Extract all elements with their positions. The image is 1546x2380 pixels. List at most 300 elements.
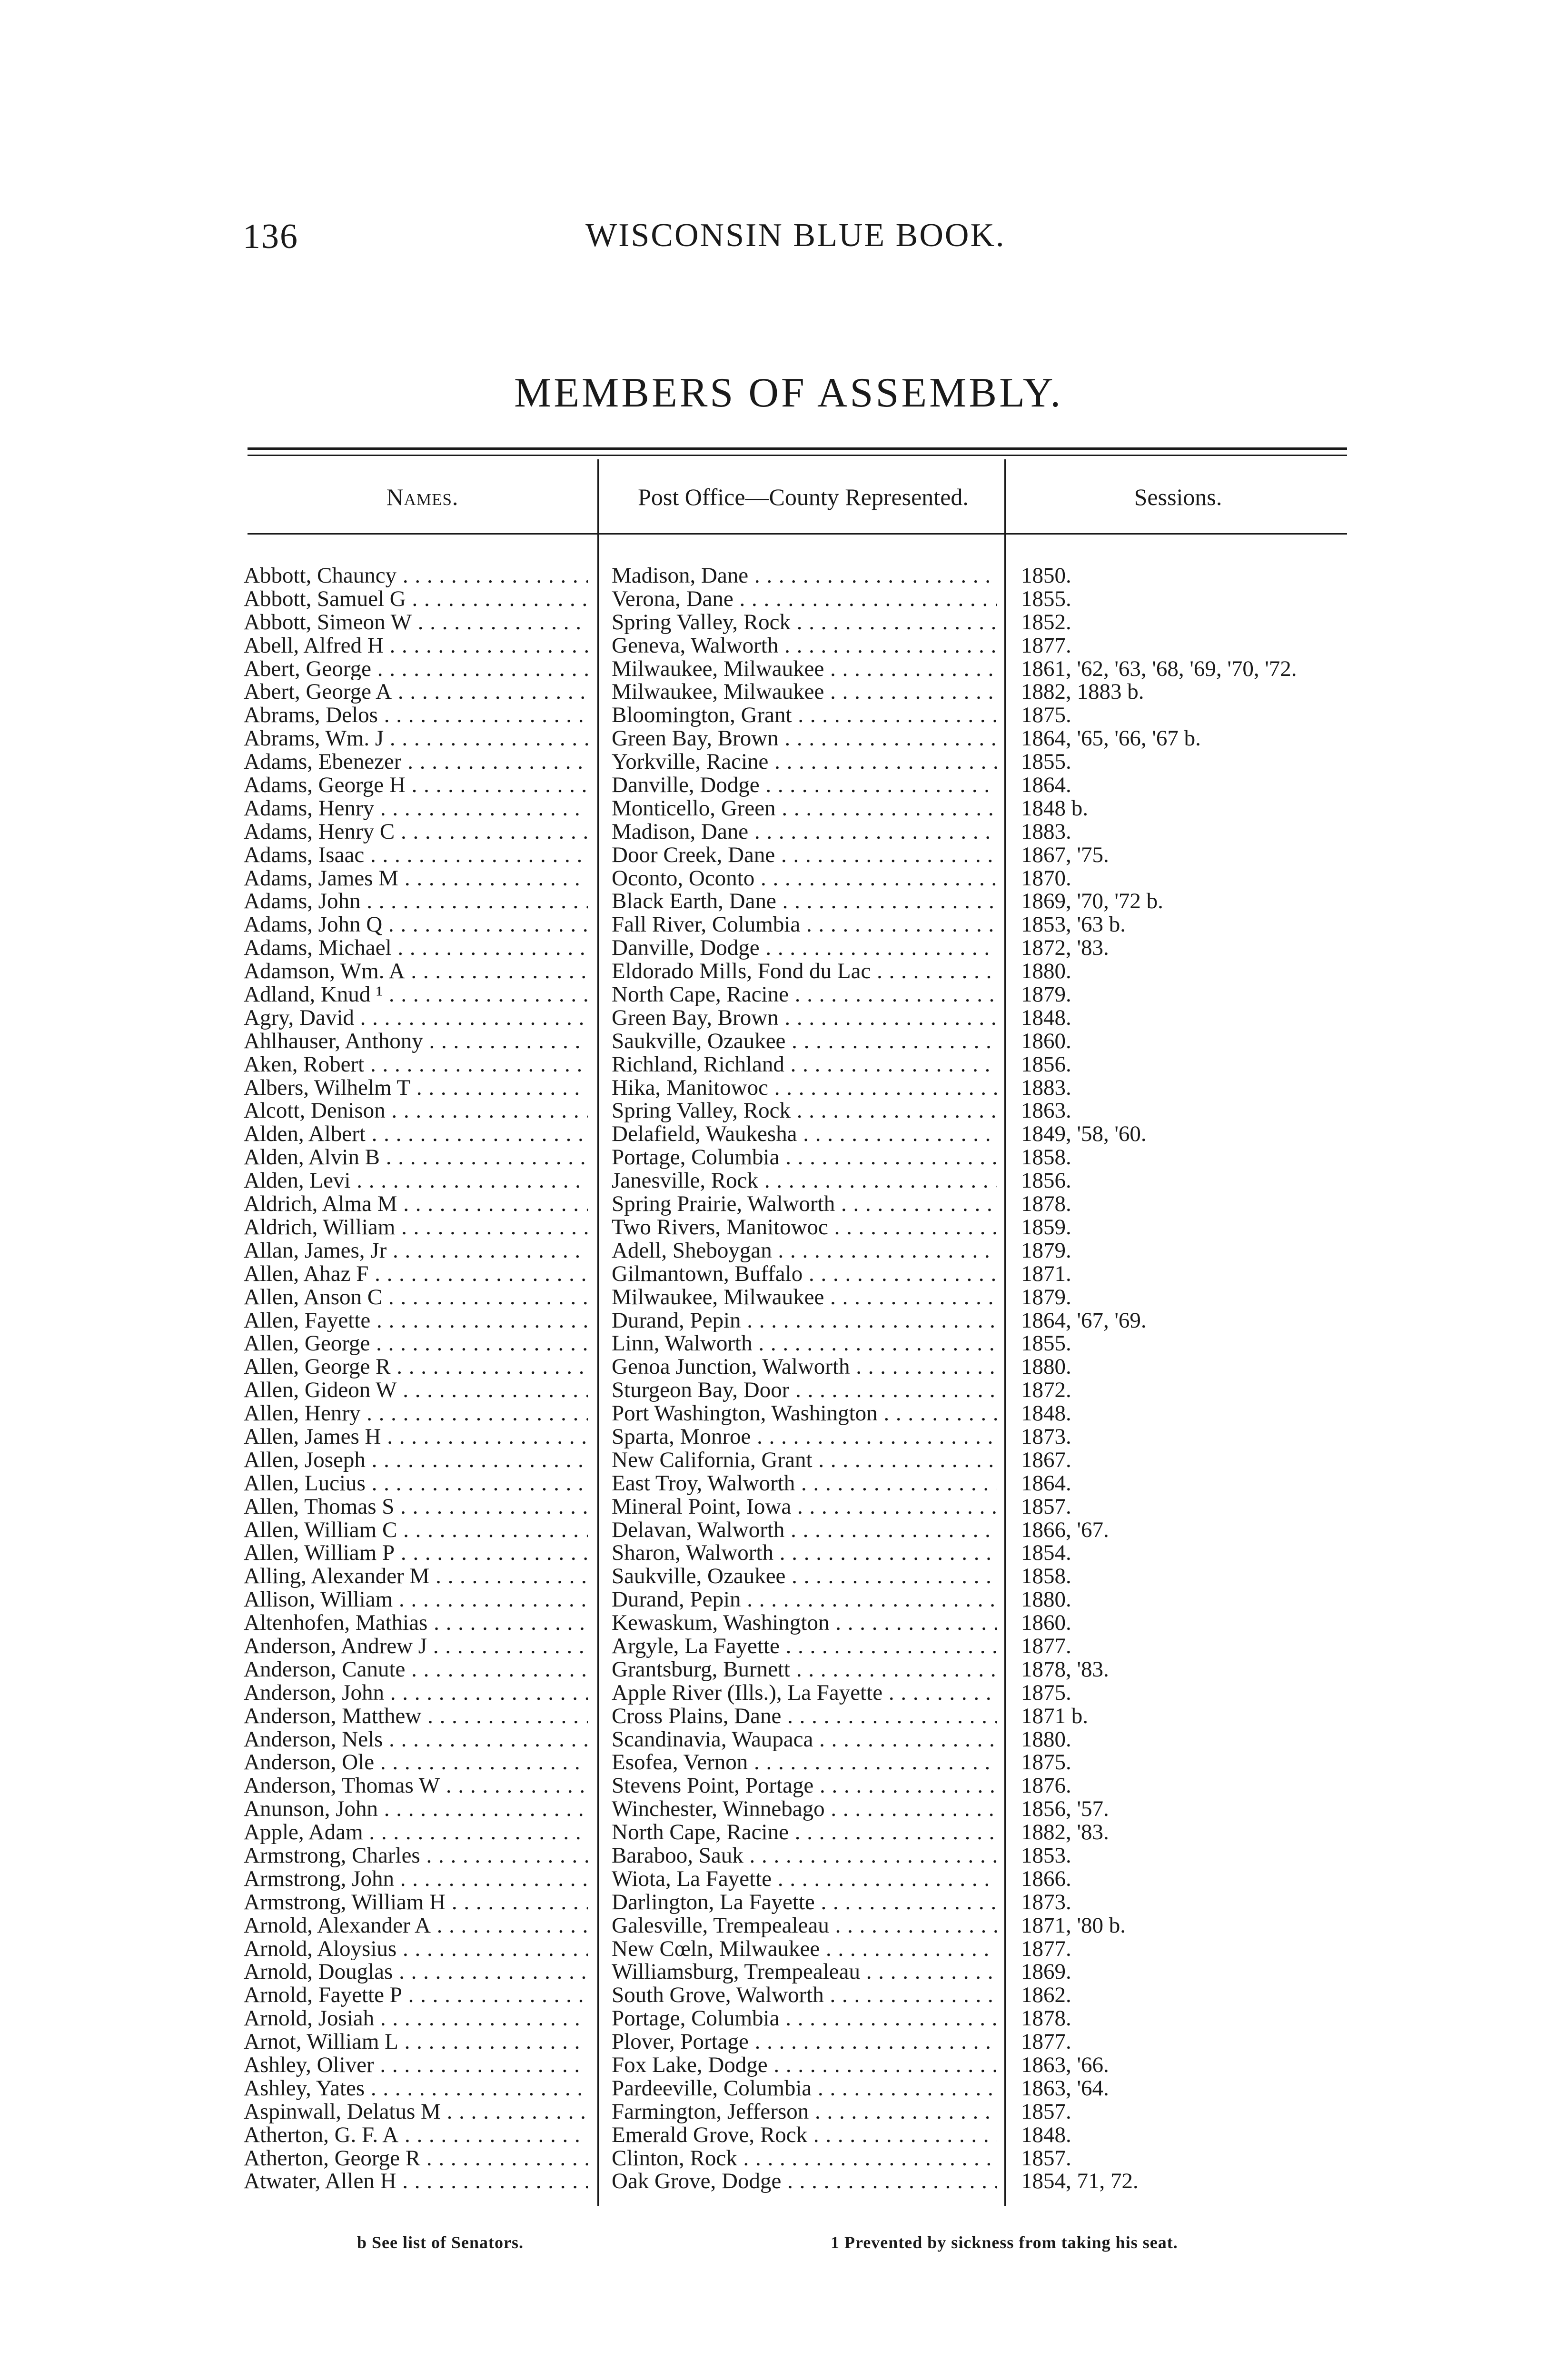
- sessions-text: 1877.: [1021, 1937, 1071, 1961]
- sessions: [1021, 1797, 1345, 1821]
- sessions: [1021, 1495, 1345, 1518]
- member-name-text: Armstrong, William H . . .: [244, 1891, 588, 1914]
- sessions: [1021, 983, 1345, 1006]
- sessions: [1021, 913, 1345, 936]
- member-name-text: Arnold, Douglas . . .: [244, 1960, 588, 1983]
- sessions: [1021, 1402, 1345, 1425]
- table-row: [0, 2007, 1546, 2030]
- post-office-county: [612, 1705, 997, 1728]
- footnote-sickness: 1 Prevented by sickness from taking his seat.: [831, 2233, 1178, 2252]
- member-name-text: Allan, James, Jr . . .: [244, 1239, 588, 1262]
- post-office-county-text: Delavan, Walworth . . .: [612, 1518, 997, 1542]
- member-name: [244, 1378, 588, 1402]
- post-office-county: [612, 1309, 997, 1332]
- member-name: [244, 2170, 588, 2193]
- table-row: [0, 867, 1546, 890]
- table-row: [0, 1448, 1546, 1472]
- sessions-text: 1880.: [1021, 1727, 1071, 1751]
- member-name: [244, 2100, 588, 2123]
- post-office-county: [612, 1216, 997, 1239]
- table-row: [0, 2147, 1546, 2170]
- post-office-county: [612, 913, 997, 936]
- table-row: [0, 960, 1546, 983]
- post-office-county-text: Mineral Point, Iowa . . .: [612, 1495, 997, 1518]
- member-name: [244, 1425, 588, 1448]
- sessions: [1021, 1309, 1345, 1332]
- post-office-county-text: Clinton, Rock . . .: [612, 2147, 997, 2170]
- table-row: [0, 1006, 1546, 1030]
- sessions: [1021, 1681, 1345, 1705]
- member-name: [244, 611, 588, 634]
- member-name: [244, 1146, 588, 1169]
- sessions: [1021, 774, 1345, 797]
- sessions-text: 1867.: [1021, 1448, 1071, 1472]
- post-office-county: [612, 774, 997, 797]
- member-name-text: Anderson, John . . .: [244, 1681, 588, 1705]
- post-office-county-text: New California, Grant . . .: [612, 1448, 997, 1472]
- member-name-text: Aspinwall, Delatus M . . .: [244, 2100, 588, 2123]
- sessions: [1021, 1751, 1345, 1774]
- member-name-text: Adams, Henry . . .: [244, 797, 588, 820]
- sessions: [1021, 1774, 1345, 1797]
- post-office-county-text: Kewaskum, Washington . . .: [612, 1611, 997, 1635]
- member-name: [244, 1751, 588, 1774]
- member-name: [244, 634, 588, 657]
- post-office-county-text: Durand, Pepin . . .: [612, 1309, 997, 1332]
- table-row: [0, 1635, 1546, 1658]
- sessions-text: 1878, '83.: [1021, 1657, 1109, 1681]
- member-name-text: Armstrong, Charles . . .: [244, 1844, 588, 1867]
- post-office-county: [612, 1053, 997, 1076]
- member-name-text: Allen, George . . .: [244, 1332, 588, 1355]
- post-office-county-text: Milwaukee, Milwaukee . . .: [612, 1286, 997, 1309]
- sessions-text: 1875.: [1021, 1751, 1071, 1775]
- post-office-county: [612, 1844, 997, 1867]
- sessions: [1021, 843, 1345, 867]
- post-office-county: [612, 1146, 997, 1169]
- table-row: [0, 1076, 1546, 1100]
- sessions-text: 1855.: [1021, 1332, 1071, 1356]
- table-row: [0, 680, 1546, 704]
- table-row: [0, 890, 1546, 913]
- sessions: [1021, 1937, 1345, 1961]
- sessions-text: 1856, '57.: [1021, 1797, 1109, 1821]
- member-name: [244, 843, 588, 867]
- member-name: [244, 797, 588, 820]
- post-office-county-text: Adell, Sheboygan . . .: [612, 1239, 997, 1262]
- sessions: [1021, 1541, 1345, 1565]
- post-office-county: [612, 1914, 997, 1937]
- member-name-text: Aken, Robert . . .: [244, 1053, 588, 1076]
- member-name: [244, 1169, 588, 1192]
- post-office-county-text: Farmington, Jefferson . . .: [612, 2100, 997, 2123]
- post-office-county: [612, 890, 997, 913]
- sessions: [1021, 2123, 1345, 2147]
- post-office-county-text: Verona, Dane . . .: [612, 587, 997, 611]
- sessions: [1021, 2007, 1345, 2030]
- sessions: [1021, 1844, 1345, 1867]
- post-office-county-text: Sharon, Walworth . . .: [612, 1541, 997, 1565]
- member-name: [244, 1518, 588, 1542]
- post-office-county: [612, 1891, 997, 1914]
- sessions-text: 1854, 71, 72.: [1021, 2170, 1139, 2193]
- member-name: [244, 680, 588, 704]
- member-name-text: Abert, George . . .: [244, 657, 588, 681]
- table-row: [0, 2053, 1546, 2077]
- post-office-county: [612, 1728, 997, 1751]
- table-row: [0, 1844, 1546, 1867]
- member-name: [244, 1611, 588, 1635]
- post-office-county-text: Saukville, Ozaukee . . .: [612, 1565, 997, 1588]
- post-office-county: [612, 843, 997, 867]
- member-name: [244, 1914, 588, 1937]
- member-name: [244, 983, 588, 1006]
- post-office-county-text: Delafield, Waukesha . . .: [612, 1122, 997, 1146]
- post-office-county-text: Stevens Point, Portage . . .: [612, 1774, 997, 1797]
- post-office-county-text: Baraboo, Sauk . . .: [612, 1844, 997, 1867]
- sessions-text: 1855.: [1021, 587, 1071, 611]
- member-name-text: Allen, Thomas S . . .: [244, 1495, 588, 1518]
- sessions-text: 1860.: [1021, 1611, 1071, 1635]
- post-office-county: [612, 936, 997, 960]
- member-name-text: Abbott, Chauncy . . .: [244, 564, 588, 587]
- post-office-county-text: East Troy, Walworth . . .: [612, 1472, 997, 1495]
- member-name-text: Atwater, Allen H . . .: [244, 2170, 588, 2193]
- member-name: [244, 1681, 588, 1705]
- post-office-county: [612, 1588, 997, 1611]
- post-office-county: [612, 2170, 997, 2193]
- sessions: [1021, 657, 1345, 681]
- post-office-county-text: Eldorado Mills, Fond du Lac . . .: [612, 960, 997, 983]
- post-office-county: [612, 1169, 997, 1192]
- member-name: [244, 1192, 588, 1216]
- sessions: [1021, 1355, 1345, 1378]
- member-name-text: Alden, Albert . . .: [244, 1122, 588, 1146]
- member-name-text: Anderson, Ole . . .: [244, 1751, 588, 1774]
- member-name-text: Abell, Alfred H . . .: [244, 634, 588, 657]
- sessions-text: 1873.: [1021, 1425, 1071, 1448]
- sessions-text: 1863, '66.: [1021, 2053, 1109, 2077]
- member-name: [244, 1774, 588, 1797]
- table-row: [0, 1262, 1546, 1286]
- sessions: [1021, 1053, 1345, 1076]
- sessions-text: 1857.: [1021, 2146, 1071, 2170]
- post-office-county: [612, 1448, 997, 1472]
- post-office-county: [612, 1937, 997, 1961]
- sessions: [1021, 1169, 1345, 1192]
- sessions: [1021, 1286, 1345, 1309]
- post-office-county-text: Two Rivers, Manitowoc . . .: [612, 1216, 997, 1239]
- table-row: [0, 820, 1546, 843]
- member-name: [244, 657, 588, 681]
- post-office-county-text: Emerald Grove, Rock . . .: [612, 2123, 997, 2147]
- sessions-text: 1880.: [1021, 1355, 1071, 1379]
- table-row: [0, 564, 1546, 587]
- post-office-county-text: Cross Plains, Dane . . .: [612, 1705, 997, 1728]
- top-double-rule-thin: [248, 455, 1347, 456]
- post-office-county-text: Pardeeville, Columbia . . .: [612, 2077, 997, 2100]
- member-name-text: Adland, Knud ¹ . . .: [244, 983, 588, 1006]
- member-name-text: Anunson, John . . .: [244, 1797, 588, 1821]
- member-name: [244, 960, 588, 983]
- member-name: [244, 2147, 588, 2170]
- page-number: 136: [243, 217, 298, 256]
- post-office-county: [612, 1797, 997, 1821]
- member-name-text: Adams, Henry C . . .: [244, 820, 588, 843]
- column-header-post-office: Post Office—County Represented.: [638, 484, 969, 510]
- post-office-county-text: Sparta, Monroe . . .: [612, 1425, 997, 1448]
- table-row: [0, 1937, 1546, 1961]
- sessions: [1021, 680, 1345, 704]
- table-row: [0, 1797, 1546, 1821]
- post-office-county-text: Bloomington, Grant . . .: [612, 704, 997, 727]
- sessions: [1021, 1262, 1345, 1286]
- post-office-county: [612, 2053, 997, 2077]
- table-row: [0, 2030, 1546, 2053]
- sessions-text: 1848.: [1021, 2123, 1071, 2147]
- sessions-text: 1860.: [1021, 1029, 1071, 1053]
- member-name-text: Atherton, George R . . .: [244, 2147, 588, 2170]
- member-name-text: Allen, William C . . .: [244, 1518, 588, 1542]
- sessions-text: 1857.: [1021, 2100, 1071, 2123]
- member-name-text: Adams, George H . . .: [244, 774, 588, 797]
- post-office-county: [612, 867, 997, 890]
- table-row: [0, 2100, 1546, 2123]
- table-row: [0, 1774, 1546, 1797]
- table-row: [0, 2077, 1546, 2100]
- member-name-text: Allen, William P . . .: [244, 1541, 588, 1565]
- member-name: [244, 890, 588, 913]
- sessions-text: 1863, '64.: [1021, 2076, 1109, 2100]
- member-name-text: Anderson, Canute . . .: [244, 1658, 588, 1681]
- member-name: [244, 1239, 588, 1262]
- member-name-text: Alden, Levi . . .: [244, 1169, 588, 1192]
- post-office-county: [612, 1355, 997, 1378]
- sessions-text: 1864.: [1021, 1471, 1071, 1495]
- sessions: [1021, 1588, 1345, 1611]
- member-name: [244, 774, 588, 797]
- member-name-text: Abbott, Samuel G . . .: [244, 587, 588, 611]
- member-name: [244, 1658, 588, 1681]
- member-name-text: Allen, James H . . .: [244, 1425, 588, 1448]
- table-row: [0, 1355, 1546, 1378]
- table-row: [0, 983, 1546, 1006]
- post-office-county-text: Portage, Columbia . . .: [612, 2007, 997, 2030]
- sessions-text: 1848.: [1021, 1402, 1071, 1425]
- post-office-county: [612, 983, 997, 1006]
- member-name-text: Alcott, Denison . . .: [244, 1099, 588, 1122]
- sessions-text: 1879.: [1021, 983, 1071, 1006]
- member-name-text: Anderson, Thomas W . . .: [244, 1774, 588, 1797]
- post-office-county: [612, 1378, 997, 1402]
- post-office-county: [612, 2030, 997, 2053]
- member-name: [244, 1006, 588, 1030]
- member-name-text: Armstrong, John . . .: [244, 1867, 588, 1891]
- sessions: [1021, 2077, 1345, 2100]
- sessions: [1021, 2030, 1345, 2053]
- member-name: [244, 1216, 588, 1239]
- post-office-county-text: Madison, Dane . . .: [612, 820, 997, 843]
- post-office-county-text: Grantsburg, Burnett . . .: [612, 1658, 997, 1681]
- sessions-text: 1857.: [1021, 1495, 1071, 1518]
- member-name-text: Abbott, Simeon W . . .: [244, 611, 588, 634]
- member-name-text: Alling, Alexander M . . .: [244, 1565, 588, 1588]
- table-row: [0, 1565, 1546, 1588]
- post-office-county: [612, 1402, 997, 1425]
- member-name: [244, 913, 588, 936]
- member-name-text: Allen, Fayette . . .: [244, 1309, 588, 1332]
- member-name: [244, 1844, 588, 1867]
- sessions-text: 1859.: [1021, 1215, 1071, 1239]
- sessions-text: 1880.: [1021, 960, 1071, 983]
- sessions: [1021, 1658, 1345, 1681]
- member-name-text: Adams, Isaac . . .: [244, 843, 588, 867]
- member-name: [244, 704, 588, 727]
- member-name: [244, 1030, 588, 1053]
- member-name-text: Adams, James M . . .: [244, 867, 588, 890]
- member-name-text: Anderson, Nels . . .: [244, 1728, 588, 1751]
- table-row: [0, 1681, 1546, 1705]
- sessions: [1021, 611, 1345, 634]
- sessions: [1021, 1891, 1345, 1914]
- post-office-county-text: Green Bay, Brown . . .: [612, 727, 997, 750]
- sessions-text: 1864, '67, '69.: [1021, 1309, 1147, 1332]
- member-name: [244, 2007, 588, 2030]
- post-office-county: [612, 820, 997, 843]
- post-office-county: [612, 1751, 997, 1774]
- sessions-text: 1876.: [1021, 1774, 1071, 1798]
- sessions-text: 1878.: [1021, 2007, 1071, 2031]
- member-name: [244, 1448, 588, 1472]
- sessions: [1021, 1728, 1345, 1751]
- sessions-text: 1883.: [1021, 820, 1071, 843]
- member-name-text: Ahlhauser, Anthony . . .: [244, 1030, 588, 1053]
- table-row: [0, 1728, 1546, 1751]
- post-office-county: [612, 657, 997, 681]
- table-row: [0, 1495, 1546, 1518]
- table-row: [0, 1309, 1546, 1332]
- post-office-county: [612, 1192, 997, 1216]
- sessions-text: 1864.: [1021, 774, 1071, 797]
- sessions: [1021, 1006, 1345, 1030]
- sessions: [1021, 1867, 1345, 1891]
- member-name-text: Allen, George R . . .: [244, 1355, 588, 1378]
- table-row: [0, 750, 1546, 774]
- member-name: [244, 2123, 588, 2147]
- sessions-text: 1853.: [1021, 1844, 1071, 1867]
- post-office-county-text: Oconto, Oconto . . .: [612, 867, 997, 890]
- post-office-county: [612, 1611, 997, 1635]
- sessions: [1021, 1425, 1345, 1448]
- post-office-county-text: Sturgeon Bay, Door . . .: [612, 1378, 997, 1402]
- post-office-county-text: Apple River (Ills.), La Fayette . . .: [612, 1681, 997, 1705]
- post-office-county-text: Williamsburg, Trempealeau . . .: [612, 1960, 997, 1983]
- post-office-county-text: Gilmantown, Buffalo . . .: [612, 1262, 997, 1286]
- member-name: [244, 1821, 588, 1844]
- member-name: [244, 1099, 588, 1122]
- table-row: [0, 1658, 1546, 1681]
- member-name: [244, 1309, 588, 1332]
- sessions: [1021, 1635, 1345, 1658]
- sessions: [1021, 727, 1345, 750]
- footnote-senators: b See list of Senators.: [357, 2233, 524, 2252]
- member-name: [244, 820, 588, 843]
- post-office-county: [612, 1541, 997, 1565]
- post-office-county: [612, 2147, 997, 2170]
- sessions-text: 1877.: [1021, 634, 1071, 657]
- table-row: [0, 1541, 1546, 1565]
- post-office-county-text: Spring Prairie, Walworth . . .: [612, 1192, 997, 1216]
- table-row: [0, 1751, 1546, 1774]
- post-office-county: [612, 2100, 997, 2123]
- member-name: [244, 1960, 588, 1983]
- member-name: [244, 1122, 588, 1146]
- sessions-text: 1858.: [1021, 1146, 1071, 1170]
- sessions-text: 1872.: [1021, 1378, 1071, 1402]
- post-office-county-text: North Cape, Racine . . .: [612, 1821, 997, 1844]
- table-row: [0, 1472, 1546, 1495]
- post-office-county-text: Richland, Richland . . .: [612, 1053, 997, 1076]
- member-name: [244, 1635, 588, 1658]
- table-row: [0, 1983, 1546, 2007]
- column-header-sessions: Sessions.: [1134, 484, 1222, 510]
- member-name: [244, 1472, 588, 1495]
- sessions: [1021, 1030, 1345, 1053]
- post-office-county-text: Spring Valley, Rock . . .: [612, 1099, 997, 1122]
- sessions-text: 1875.: [1021, 704, 1071, 727]
- post-office-county: [612, 1983, 997, 2007]
- post-office-county: [612, 1960, 997, 1983]
- post-office-county-text: Danville, Dodge . . .: [612, 774, 997, 797]
- member-name: [244, 1588, 588, 1611]
- post-office-county: [612, 1472, 997, 1495]
- post-office-county: [612, 1658, 997, 1681]
- header-rule: [248, 533, 1347, 535]
- post-office-county: [612, 1867, 997, 1891]
- table-row: [0, 1239, 1546, 1262]
- post-office-county-text: Madison, Dane . . .: [612, 564, 997, 587]
- post-office-county: [612, 2123, 997, 2147]
- sessions: [1021, 1472, 1345, 1495]
- sessions: [1021, 867, 1345, 890]
- sessions-text: 1858.: [1021, 1565, 1071, 1588]
- post-office-county: [612, 1006, 997, 1030]
- member-name: [244, 1937, 588, 1961]
- post-office-county-text: Darlington, La Fayette . . .: [612, 1891, 997, 1914]
- member-name-text: Altenhofen, Mathias . . .: [244, 1611, 588, 1635]
- member-name-text: Ashley, Oliver . . .: [244, 2053, 588, 2077]
- table-row: [0, 2170, 1546, 2193]
- sessions: [1021, 634, 1345, 657]
- column-header-names: Names.: [386, 484, 459, 510]
- post-office-county: [612, 1821, 997, 1844]
- post-office-county-text: Portage, Columbia . . .: [612, 1146, 997, 1169]
- post-office-county: [612, 1030, 997, 1053]
- post-office-county: [612, 1495, 997, 1518]
- member-name-text: Allen, Joseph . . .: [244, 1448, 588, 1472]
- member-name: [244, 1541, 588, 1565]
- sessions-text: 1866, '67.: [1021, 1518, 1109, 1542]
- post-office-county: [612, 1262, 997, 1286]
- post-office-county: [612, 2007, 997, 2030]
- member-name: [244, 2053, 588, 2077]
- post-office-county-text: Green Bay, Brown . . .: [612, 1006, 997, 1030]
- post-office-county: [612, 634, 997, 657]
- sessions: [1021, 890, 1345, 913]
- table-row: [0, 1960, 1546, 1983]
- member-name-text: Anderson, Andrew J . . .: [244, 1635, 588, 1658]
- member-name-text: Allen, Ahaz F . . .: [244, 1262, 588, 1286]
